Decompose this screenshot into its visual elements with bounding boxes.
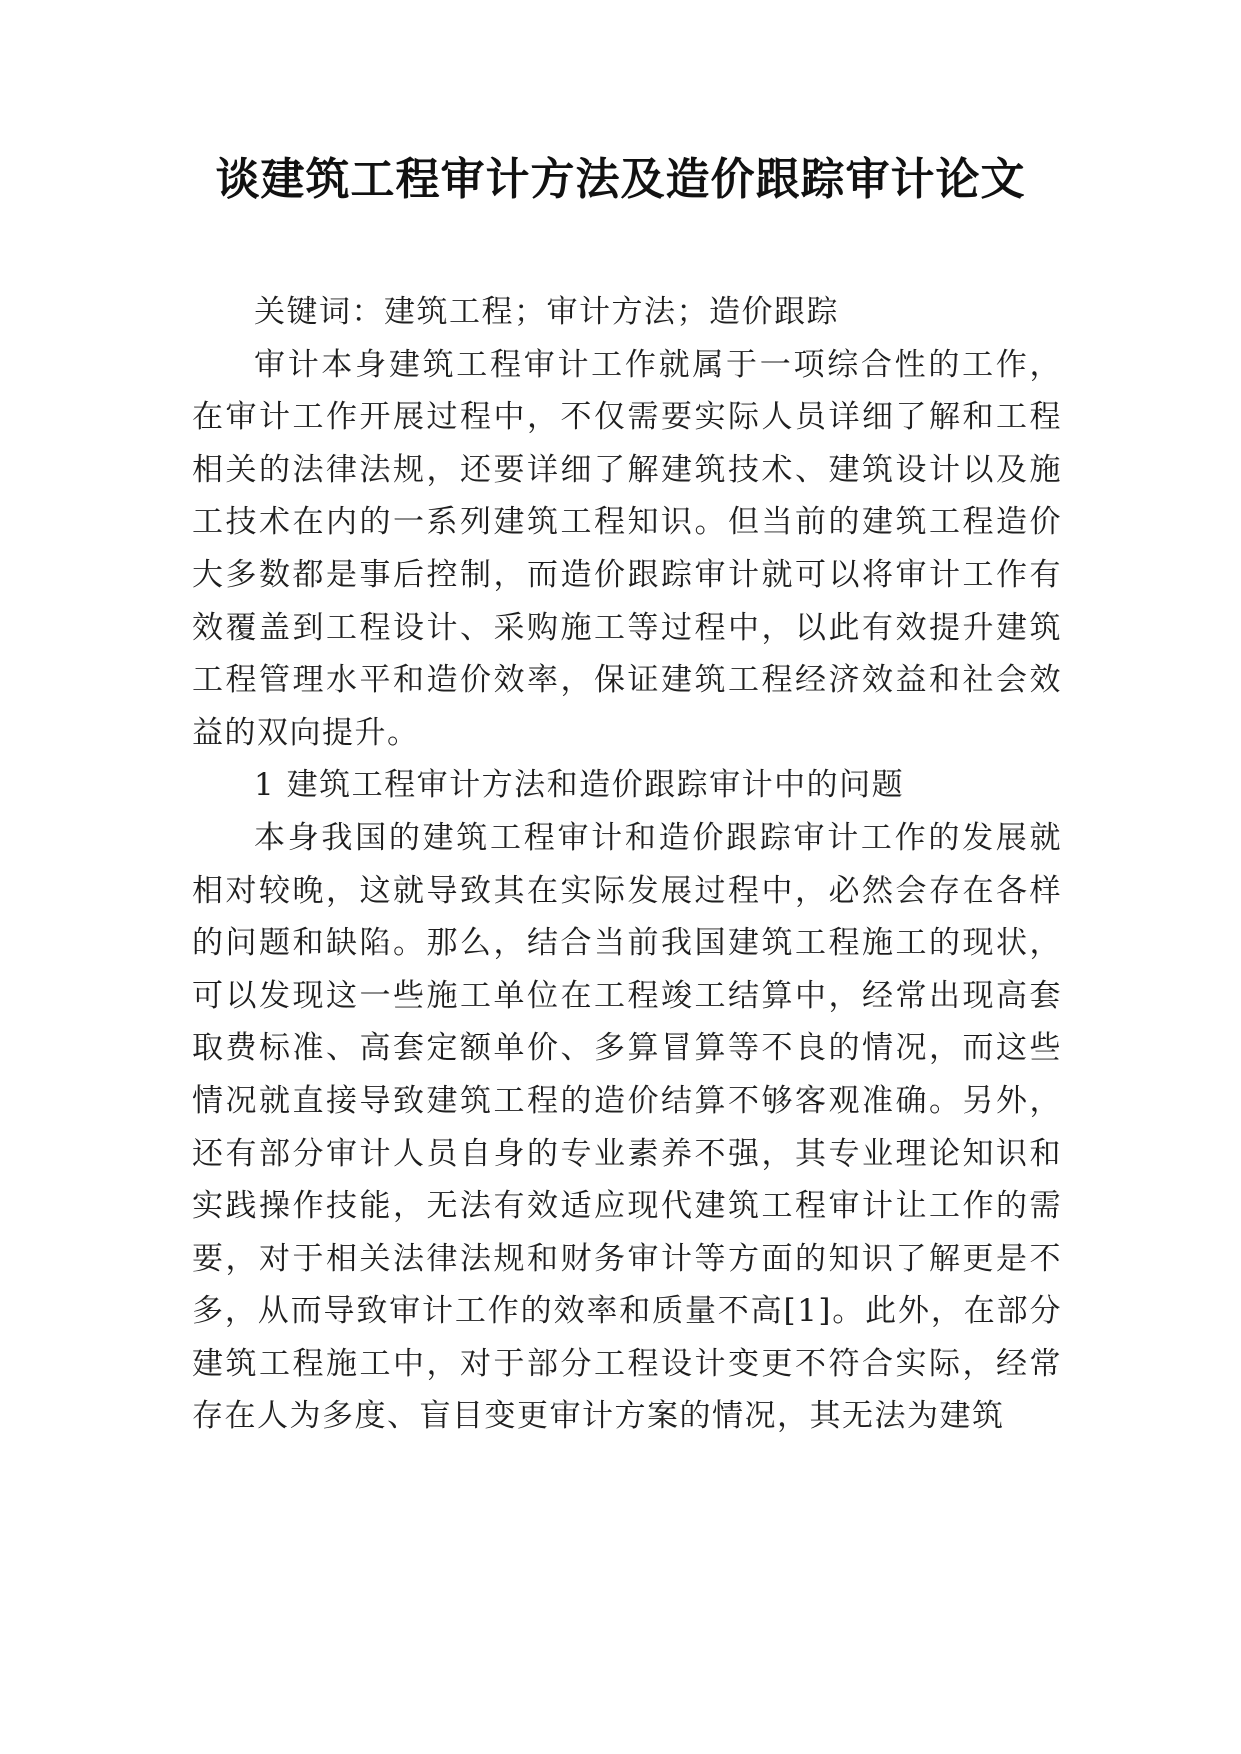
paragraph-intro: 审计本身建筑工程审计工作就属于一项综合性的工作，在审计工作开展过程中，不仅需要实际人员详细了解和工程相关的法律法规，还要详细了解建筑技术、建筑设计以及施工技术在内的一系列建筑工程知识。但当前的建筑工程造价大多数都是事后控制，而造价跟踪审计就可以将审计工作有效覆盖到工程设计、采购施工等过程中，以此有效提升建筑工程管理水平和造价效率，保证建筑工程经济效益和社会效益的双向提升。 bbox=[192, 346, 1062, 751]
keywords-line: 关键词：建筑工程；审计方法；造价跟踪 bbox=[254, 294, 839, 330]
section-heading: 1 建筑工程审计方法和造价跟踪审计中的问题 bbox=[254, 767, 905, 804]
document-title: 谈建筑工程审计方法及造价跟踪审计论文 bbox=[215, 154, 1026, 205]
paragraph-problems: 本身我国的建筑工程审计和造价跟踪审计工作的发展就相对较晚，这就导致其在实际发展过程中，必然会存在各样的问题和缺陷。那么，结合当前我国建筑工程施工的现状，可以发现这一些施工单位在工程竣工结算中，经常出现高套取费标准、高套定额单价、多算冒算等不良的情况，而这些情况就直接导致建筑工程的造价结算不够客观准确。另外，还有部分审计人员自身的专业素养不强，其专业理论知识和实践操作技能，无法有效适应现代建筑工程审计让工作的需要，对于相关法律法规和财务审计等方面的知识了解更是不多，从而导致审计工作的效率和质量不高[1]。此外，在部分建筑工程施工中，对于部分工程设计变更不符合实际，经常存在人为多度、盲目变更审计方案的情况，其无法为建筑 bbox=[192, 819, 1062, 1435]
document-body bbox=[192, 286, 1062, 1443]
